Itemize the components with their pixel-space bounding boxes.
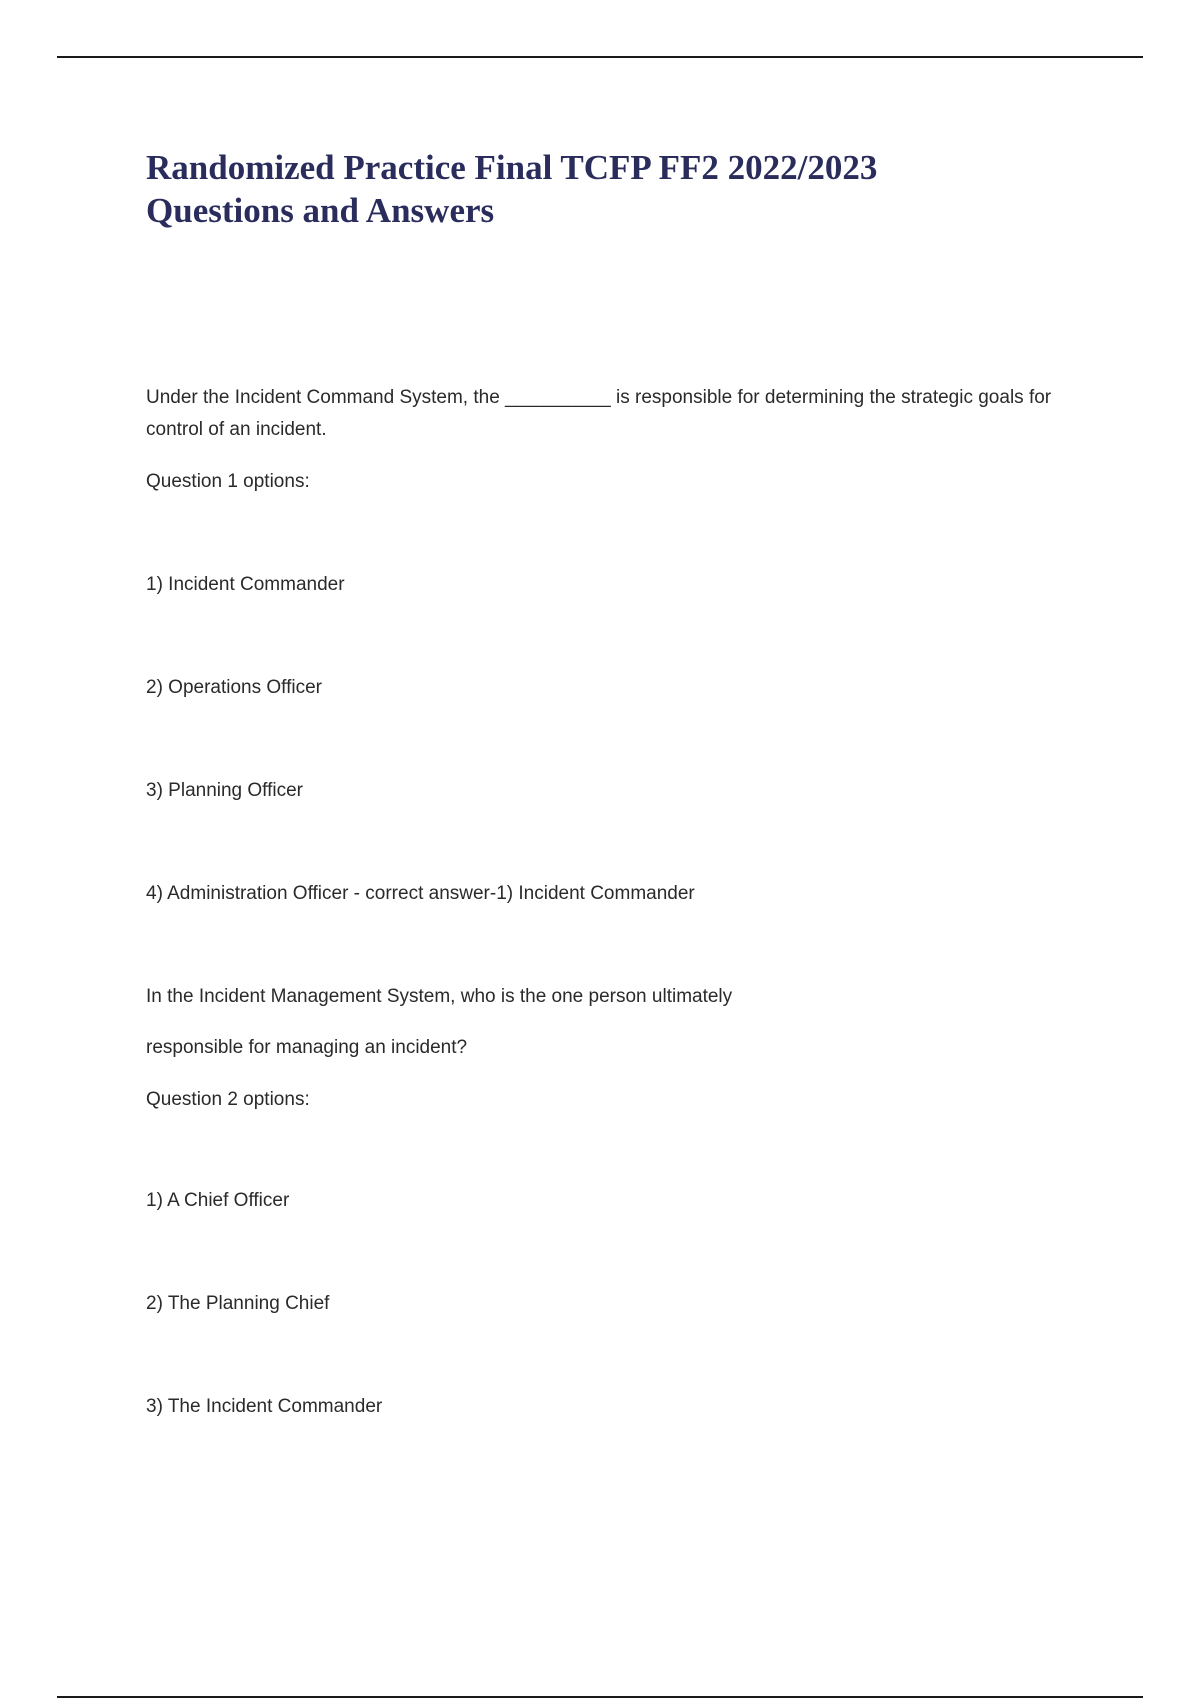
question-2-option-3: 3) The Incident Commander: [146, 1396, 383, 1417]
question-1-option-2: 2) Operations Officer: [146, 677, 323, 698]
question-1-option-1: 1) Incident Commander: [146, 574, 345, 595]
document-title-line-1: Randomized Practice Final TCFP FF2 2022/2023: [146, 148, 878, 187]
question-1-options-label: Question 1 options:: [146, 471, 310, 492]
header-rule: [57, 56, 1143, 58]
footer-rule: [57, 1696, 1143, 1698]
question-2-option-1: 1) A Chief Officer: [146, 1190, 290, 1211]
question-2-prompt-line-1: In the Incident Management System, who is the one person ultimately: [146, 986, 733, 1007]
question-1-option-3: 3) Planning Officer: [146, 780, 304, 801]
question-2-prompt-line-2: responsible for managing an incident?: [146, 1037, 468, 1058]
question-2-options-label: Question 2 options:: [146, 1089, 310, 1110]
question-1-option-4-with-answer: 4) Administration Officer - correct answer-1) Incident Commander: [146, 883, 695, 904]
document-title-line-2: Questions and Answers: [146, 191, 495, 230]
question-1-prompt: Under the Incident Command System, the __________ is responsible for determining the strategic goals for control of an incident.: [146, 387, 1052, 440]
document-title: [146, 146, 1046, 232]
question-2-option-2: 2) The Planning Chief: [146, 1293, 330, 1314]
